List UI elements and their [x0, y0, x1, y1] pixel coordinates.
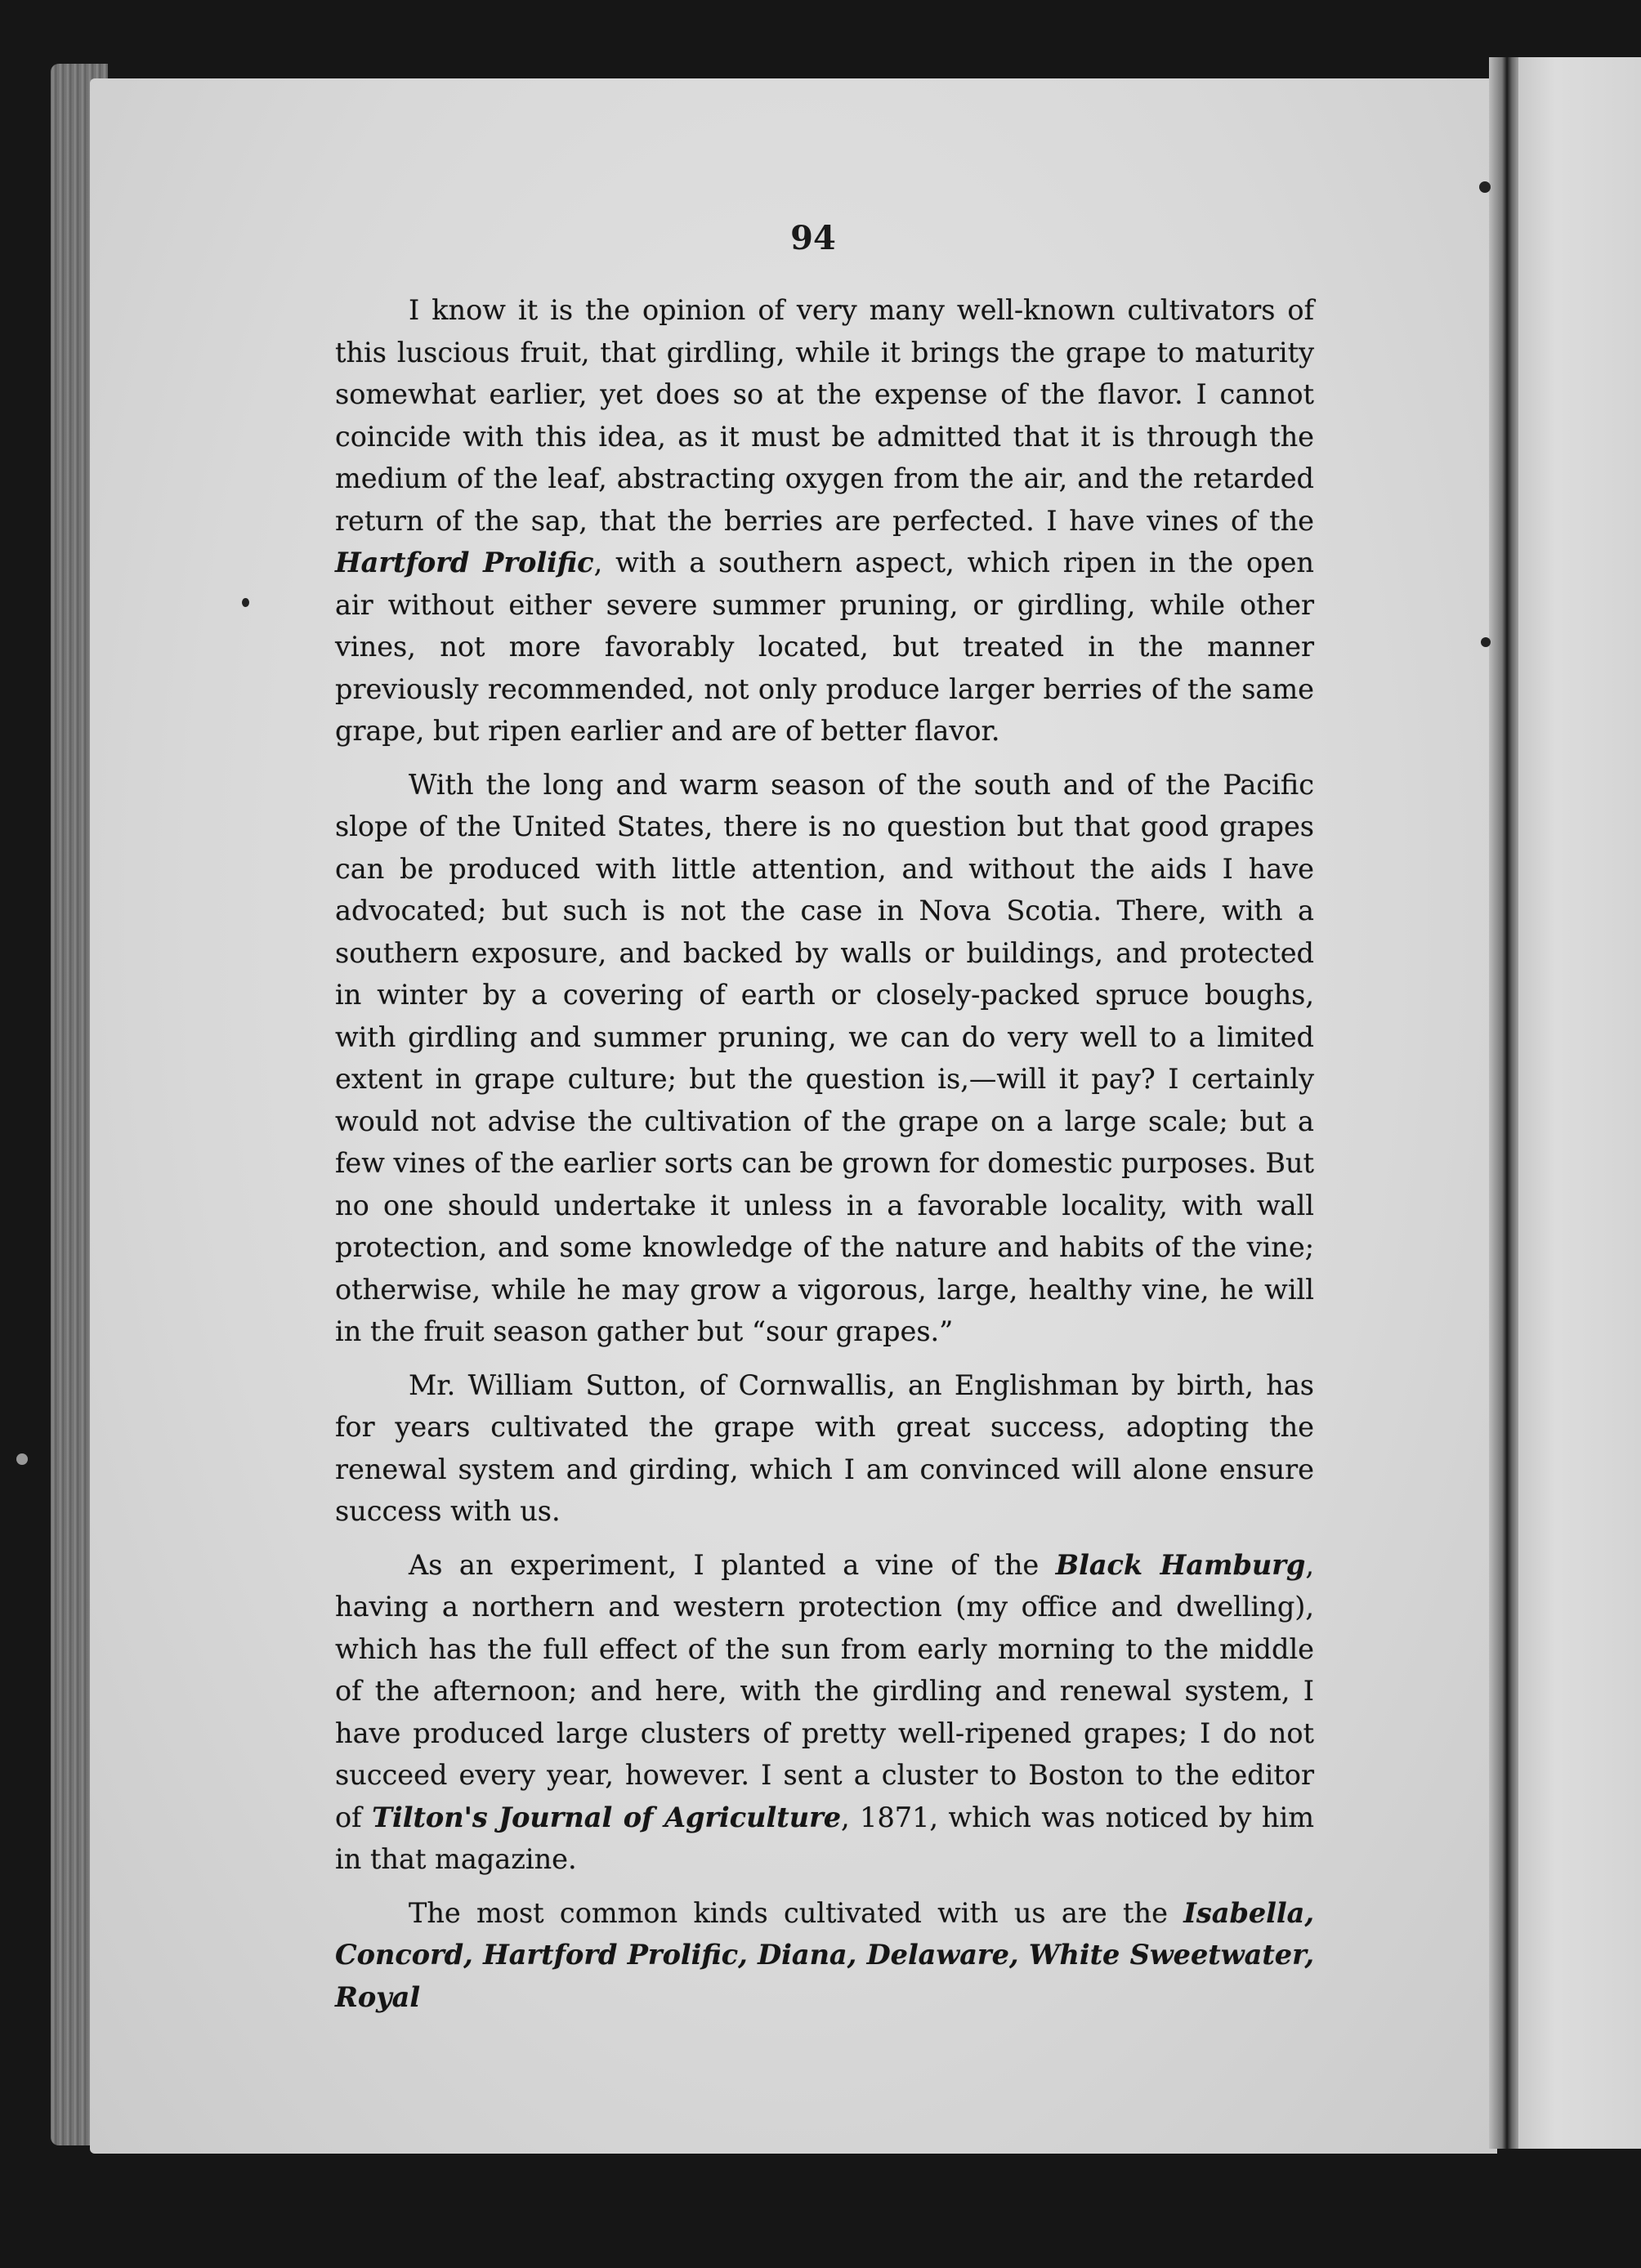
book-gutter	[1489, 57, 1522, 2149]
scan-speck	[1481, 637, 1491, 647]
text-run: As an experiment, I planted a vine of the	[409, 1548, 1056, 1581]
scan-speck	[242, 598, 249, 607]
italic-text: Hartford Prolific	[335, 547, 594, 578]
text-run: , with a southern aspect, which ripen in the open air without either severe summer pruning, or girdling, while other vines, not more favorably located, but treated in the manner previously recommended, not only produce larger berries of the same grape, but ripen earlier and are of better flavor.	[335, 547, 1314, 747]
text-run: With the long and warm season of the south and of the Pacific slope of the United States, there is no question but that good grapes can be produced with little attention, and without the aids I have advocated; but such is not the case in Nova Scotia. There, with a southern exposure, and backed by walls or buildings, and protected in winter by a covering of earth or closely-packed spruce boughs, with girdling and summer pruning, we can do very well to a limited extent in grape culture; but the question is,—will it pay? I certainly would not advise the cultivation of the grape on a large scale; but a few vines of the earlier sorts can be grown for domestic purposes. But no one should undertake it unless in a favorable locality, with wall protection, and some knowledge of the nature and habits of the vine; otherwise, while he may grow a vigorous, large, healthy vine, he will in the fruit season gather but “sour grapes.”	[335, 768, 1314, 1347]
body-text	[335, 214, 1314, 2029]
page-number: 94	[790, 219, 836, 257]
paragraph	[335, 289, 1314, 752]
facing-page-edge	[1518, 57, 1641, 2149]
paragraph	[335, 1892, 1314, 2019]
italic-text: Black Hamburg	[1055, 1548, 1306, 1581]
text-run: I know it is the opinion of very many well-known cultivators of this luscious fruit, that girdling, while it brings the grape to maturity somewhat earlier, yet does so at the expense of the flavor. I cannot coincide with this idea, as it must be admitted that it is through the medium of the leaf, abstracting oxygen from the air, and the retarded return of the sap, that the berries are perfected. I have vines of the	[335, 294, 1314, 537]
italic-text: Tilton's Journal of Agriculture	[372, 1801, 842, 1833]
scan-speck	[1479, 181, 1491, 193]
paragraph	[335, 764, 1314, 1353]
text-run: The most common kinds cultivated with us are the	[409, 1896, 1184, 1929]
paragraph	[335, 1544, 1314, 1881]
text-run: , 1871, which was noticed by him in that magazine.	[335, 1801, 1314, 1875]
scan-speck	[16, 1453, 28, 1465]
text-run: Mr. William Sutton, of Cornwallis, an Englishman by birth, has for years cultivated the grape with great success, adopting the renewal system and girding, which I am convinced will alone ensure success with us.	[335, 1368, 1314, 1527]
text-run: , having a northern and western protection (my office and dwelling), which has the full effect of the sun from early morning to the middle of the afternoon; and here, with the girdling and renewal system, I have produced large clusters of pretty well-ripened grapes; I do not succeed every year, however. I sent a cluster to Boston to the editor of	[335, 1548, 1314, 1833]
italic-text: Isabella, Concord, Hartford Prolific, Diana, Delaware, White Sweetwater, Royal	[335, 1896, 1314, 2013]
paragraph	[335, 1364, 1314, 1533]
